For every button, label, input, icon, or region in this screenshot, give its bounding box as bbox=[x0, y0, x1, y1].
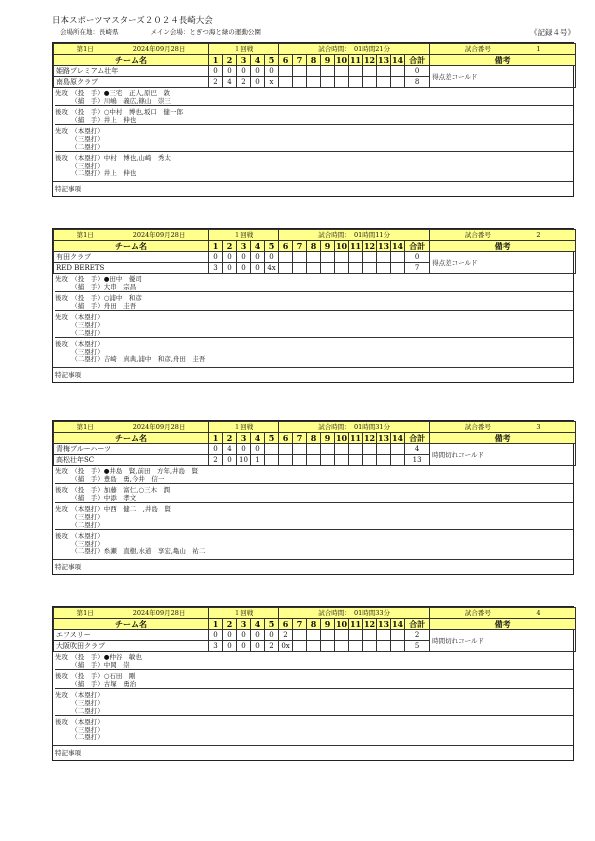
inning-score: 0 bbox=[223, 263, 237, 274]
inning-score: 0 bbox=[237, 630, 251, 641]
inning-header: 3 bbox=[237, 55, 251, 66]
inning-score: 0 bbox=[209, 66, 223, 77]
inning-score bbox=[391, 630, 405, 641]
inning-score: 0 bbox=[237, 444, 251, 455]
inning-score bbox=[321, 444, 335, 455]
player-line: 後攻 （投 手）加藤 富仁,○三木 潤 bbox=[55, 486, 170, 495]
game-number: 4 bbox=[536, 609, 541, 617]
inning-score bbox=[307, 444, 321, 455]
inning-score bbox=[377, 444, 391, 455]
inning-score bbox=[391, 444, 405, 455]
inning-score bbox=[307, 263, 321, 274]
inning-score bbox=[363, 444, 377, 455]
inning-score bbox=[349, 641, 363, 652]
inning-header: 2 bbox=[223, 619, 237, 630]
inning-score bbox=[321, 252, 335, 263]
team-header: チーム名 bbox=[54, 55, 209, 66]
special-notes: 特記事項 bbox=[53, 181, 573, 196]
inning-score: 4 bbox=[223, 77, 237, 88]
inning-score bbox=[377, 641, 391, 652]
scoreboard-table bbox=[53, 421, 576, 466]
player-line: （捕 手）豊島 勇,今井 信一 bbox=[55, 474, 165, 483]
game-block bbox=[52, 606, 574, 761]
inning-score bbox=[307, 77, 321, 88]
inning-score bbox=[293, 641, 307, 652]
game-time: 試合時間： 01時間21分 bbox=[279, 44, 430, 55]
game-remark: 時間切れコールド bbox=[430, 630, 576, 652]
player-line: 後攻 （投 手）○中村 博也,坂口 健一郎 bbox=[55, 108, 183, 117]
inning-header: 12 bbox=[363, 433, 376, 443]
inning-score: 0 bbox=[223, 630, 237, 641]
inning-score bbox=[321, 641, 335, 652]
player-line: （二塁打）吉崎 真典,浦中 和彦,舟田 圭吾 bbox=[55, 355, 206, 364]
game-round: １回戦 bbox=[209, 422, 279, 433]
scoreboard-table bbox=[53, 43, 576, 88]
inning-score bbox=[321, 455, 335, 466]
game-round: １回戦 bbox=[209, 230, 279, 241]
inning-score bbox=[335, 263, 349, 274]
player-line: 後攻 （本塁打）中村 博也,山崎 秀太 bbox=[55, 154, 171, 163]
player-line: （三塁打） bbox=[55, 320, 104, 329]
inning-header: 11 bbox=[349, 433, 362, 443]
inning-score bbox=[279, 263, 293, 274]
team-name: 姫路プレミアム壮年 bbox=[54, 66, 209, 77]
inning-header: 1 bbox=[209, 55, 223, 66]
team-row bbox=[54, 444, 576, 455]
player-line: 先攻 （本塁打） bbox=[55, 313, 104, 322]
game-number: 2 bbox=[536, 231, 541, 239]
inning-header: 10 bbox=[335, 433, 348, 443]
inning-score bbox=[279, 252, 293, 263]
player-line: （三塁打） bbox=[55, 134, 104, 143]
inning-score bbox=[363, 252, 377, 263]
scoreboard-table bbox=[53, 607, 576, 652]
game-round: １回戦 bbox=[209, 608, 279, 619]
player-line: 後攻 （投 手）○石田 剛 bbox=[55, 672, 136, 681]
inning-score bbox=[363, 263, 377, 274]
game-remark: 得点差コールド bbox=[430, 66, 576, 88]
inning-header: 14 bbox=[391, 433, 404, 443]
inning-score: 0x bbox=[279, 641, 293, 652]
inning-header: 9 bbox=[321, 241, 335, 252]
venue-label: メイン会場：とぎつ海と緑の運動公園 bbox=[150, 28, 261, 36]
inning-header: 2 bbox=[223, 433, 237, 444]
player-line: 後攻 （本塁打） bbox=[55, 718, 104, 727]
team-name: 有田クラブ bbox=[54, 252, 209, 263]
inning-score bbox=[307, 630, 321, 641]
inning-header: 14 bbox=[391, 619, 404, 629]
inning-header: 6 bbox=[279, 619, 293, 630]
inning-header: 12 bbox=[363, 55, 376, 65]
team-total: 2 bbox=[405, 630, 430, 641]
game-round: １回戦 bbox=[209, 44, 279, 55]
inning-score bbox=[363, 630, 377, 641]
game-time: 試合時間： 01時間31分 bbox=[279, 422, 430, 433]
inning-header: 5 bbox=[265, 619, 279, 630]
document-title: 日本スポーツマスターズ２０２４長崎大会 bbox=[52, 16, 213, 26]
inning-header: 10 bbox=[335, 241, 348, 251]
inning-score bbox=[349, 263, 363, 274]
inning-score bbox=[349, 630, 363, 641]
inning-header: 5 bbox=[265, 433, 279, 444]
game-number-label: 試合番号 bbox=[464, 231, 491, 239]
game-block bbox=[52, 420, 574, 575]
team-header: チーム名 bbox=[54, 433, 209, 444]
team-total: 8 bbox=[405, 77, 430, 88]
inning-score bbox=[265, 455, 279, 466]
game-day: 第1日 bbox=[76, 423, 94, 431]
inning-score bbox=[293, 455, 307, 466]
inning-header: 7 bbox=[293, 619, 307, 630]
inning-score bbox=[349, 66, 363, 77]
inning-score bbox=[391, 66, 405, 77]
inning-header: 8 bbox=[307, 55, 321, 66]
location-label: 会場所在地：長崎県 bbox=[60, 28, 119, 36]
player-line: （二塁打）井上 伸也 bbox=[55, 169, 137, 178]
team-total: 0 bbox=[405, 66, 430, 77]
game-day: 第1日 bbox=[76, 231, 94, 239]
inning-score bbox=[307, 641, 321, 652]
game-day: 第1日 bbox=[76, 609, 94, 617]
player-line: 先攻 （本塁打） bbox=[55, 127, 104, 136]
game-number: 3 bbox=[536, 423, 541, 431]
game-date: 2024年09月28日 bbox=[132, 423, 186, 431]
inning-score bbox=[335, 66, 349, 77]
inning-score bbox=[321, 77, 335, 88]
inning-score bbox=[279, 444, 293, 455]
inning-header: 4 bbox=[251, 55, 265, 66]
team-name: 南島原クラブ bbox=[54, 77, 209, 88]
team-name: 大阪吹田クラブ bbox=[54, 641, 209, 652]
inning-header: 3 bbox=[237, 433, 251, 444]
inning-score bbox=[377, 630, 391, 641]
inning-score: 0 bbox=[251, 630, 265, 641]
inning-score bbox=[293, 444, 307, 455]
game-block bbox=[52, 228, 574, 383]
inning-score bbox=[335, 641, 349, 652]
inning-score: 0 bbox=[265, 630, 279, 641]
player-records bbox=[53, 88, 573, 181]
inning-score: 0 bbox=[223, 455, 237, 466]
player-line: 先攻 （本塁打）中西 健二 ,井島 賢 bbox=[55, 505, 171, 514]
inning-header: 7 bbox=[293, 433, 307, 444]
team-name: エフスリー bbox=[54, 630, 209, 641]
inning-score bbox=[377, 263, 391, 274]
inning-header: 10 bbox=[335, 55, 348, 65]
inning-score: 0 bbox=[237, 66, 251, 77]
inning-score bbox=[293, 252, 307, 263]
player-line: （二塁打）糸瀬 直樹,水道 享宏,亀山 祐二 bbox=[55, 547, 206, 556]
remarks-header: 備考 bbox=[430, 241, 576, 252]
player-line: 先攻 （本塁打） bbox=[55, 691, 104, 700]
inning-score bbox=[363, 77, 377, 88]
inning-score bbox=[391, 77, 405, 88]
inning-header: 8 bbox=[307, 619, 321, 630]
player-records bbox=[53, 274, 573, 367]
inning-score bbox=[335, 630, 349, 641]
game-remark: 時間切れコールド bbox=[430, 444, 576, 466]
inning-score: x bbox=[265, 77, 279, 88]
game-time: 試合時間： 01時間33分 bbox=[279, 608, 430, 619]
inning-score: 0 bbox=[251, 444, 265, 455]
inning-score: 2 bbox=[279, 630, 293, 641]
inning-header: 6 bbox=[279, 241, 293, 252]
team-total: 0 bbox=[405, 252, 430, 263]
inning-score: 0 bbox=[209, 444, 223, 455]
team-name: RED BERETS bbox=[54, 263, 209, 274]
inning-score: 0 bbox=[265, 66, 279, 77]
inning-score bbox=[349, 77, 363, 88]
player-line: （三塁打） bbox=[55, 347, 104, 356]
player-line: 先攻 （投 手）●三宅 正人,原巴 敦 bbox=[55, 89, 170, 97]
inning-score: 2 bbox=[265, 641, 279, 652]
inning-score: 0 bbox=[265, 252, 279, 263]
inning-score: 0 bbox=[251, 66, 265, 77]
game-block bbox=[52, 42, 574, 197]
inning-score bbox=[307, 252, 321, 263]
player-line: （二塁打） bbox=[55, 733, 104, 742]
team-row bbox=[54, 630, 576, 641]
player-line: （捕 手）中岡 崇 bbox=[55, 660, 130, 669]
inning-header: 13 bbox=[377, 55, 390, 65]
inning-score bbox=[363, 455, 377, 466]
inning-score bbox=[377, 66, 391, 77]
inning-score bbox=[279, 455, 293, 466]
inning-score: 0 bbox=[209, 252, 223, 263]
team-total: 7 bbox=[405, 263, 430, 274]
total-header: 合計 bbox=[405, 241, 430, 252]
player-line: （二塁打） bbox=[55, 328, 104, 337]
inning-score: 3 bbox=[209, 641, 223, 652]
inning-score: 2 bbox=[237, 77, 251, 88]
inning-score: 1 bbox=[251, 455, 265, 466]
inning-header: 6 bbox=[279, 55, 293, 66]
inning-score bbox=[391, 641, 405, 652]
inning-score bbox=[377, 77, 391, 88]
player-line: 先攻 （投 手）●田中 優司 bbox=[55, 275, 142, 283]
inning-header: 5 bbox=[265, 55, 279, 66]
game-number: 1 bbox=[536, 45, 541, 53]
team-header: チーム名 bbox=[54, 619, 209, 630]
player-line: 後攻 （投 手）○浦中 和彦 bbox=[55, 294, 142, 303]
remarks-header: 備考 bbox=[430, 433, 576, 444]
inning-header: 6 bbox=[279, 433, 293, 444]
inning-score: 0 bbox=[223, 252, 237, 263]
inning-score: 0 bbox=[237, 263, 251, 274]
inning-header: 3 bbox=[237, 241, 251, 252]
player-line: （捕 手）大串 宗昌 bbox=[55, 282, 137, 291]
player-line: （二塁打） bbox=[55, 142, 104, 151]
team-total: 13 bbox=[405, 455, 430, 466]
inning-score bbox=[307, 455, 321, 466]
inning-header: 14 bbox=[391, 241, 404, 251]
player-records bbox=[53, 652, 573, 745]
inning-score bbox=[335, 252, 349, 263]
game-date: 2024年09月28日 bbox=[132, 45, 186, 53]
inning-score bbox=[391, 263, 405, 274]
inning-score: 0 bbox=[237, 641, 251, 652]
inning-score bbox=[265, 444, 279, 455]
inning-score: 0 bbox=[251, 641, 265, 652]
special-notes: 特記事項 bbox=[53, 367, 573, 382]
team-name: 高松壮年SC bbox=[54, 455, 209, 466]
total-header: 合計 bbox=[405, 433, 430, 444]
team-row bbox=[54, 66, 576, 77]
inning-score: 0 bbox=[237, 252, 251, 263]
remarks-header: 備考 bbox=[430, 619, 576, 630]
inning-header: 8 bbox=[307, 433, 321, 444]
game-day: 第1日 bbox=[76, 45, 94, 53]
inning-score bbox=[349, 455, 363, 466]
inning-score bbox=[307, 66, 321, 77]
inning-score bbox=[279, 66, 293, 77]
game-time: 試合時間： 01時間11分 bbox=[279, 230, 430, 241]
inning-score bbox=[349, 444, 363, 455]
inning-header: 7 bbox=[293, 241, 307, 252]
inning-header: 9 bbox=[321, 619, 335, 630]
remarks-header: 備考 bbox=[430, 55, 576, 66]
inning-score bbox=[279, 77, 293, 88]
inning-header: 5 bbox=[265, 241, 279, 252]
inning-score bbox=[335, 77, 349, 88]
inning-header: 8 bbox=[307, 241, 321, 252]
inning-header: 11 bbox=[349, 241, 362, 251]
inning-header: 9 bbox=[321, 55, 335, 66]
inning-score: 0 bbox=[223, 66, 237, 77]
game-number-label: 試合番号 bbox=[464, 423, 491, 431]
scoreboard-table bbox=[53, 229, 576, 274]
inning-header: 10 bbox=[335, 619, 348, 629]
special-notes: 特記事項 bbox=[53, 559, 573, 574]
player-line: （三塁打） bbox=[55, 725, 104, 734]
inning-header: 2 bbox=[223, 55, 237, 66]
player-records bbox=[53, 466, 573, 559]
inning-score: 2 bbox=[209, 455, 223, 466]
inning-header: 1 bbox=[209, 433, 223, 444]
total-header: 合計 bbox=[405, 619, 430, 630]
game-date: 2024年09月28日 bbox=[132, 231, 186, 239]
team-total: 5 bbox=[405, 641, 430, 652]
inning-header: 4 bbox=[251, 241, 265, 252]
inning-score bbox=[391, 455, 405, 466]
inning-score: 0 bbox=[251, 263, 265, 274]
inning-score bbox=[335, 444, 349, 455]
team-header: チーム名 bbox=[54, 241, 209, 252]
inning-header: 11 bbox=[349, 55, 362, 65]
player-line: （捕 手）舟田 圭吾 bbox=[55, 301, 137, 310]
inning-score bbox=[321, 263, 335, 274]
inning-score bbox=[349, 252, 363, 263]
inning-header: 4 bbox=[251, 619, 265, 630]
document-subtitle bbox=[60, 27, 261, 36]
record-number: 《記録４号》 bbox=[530, 28, 575, 37]
inning-score bbox=[293, 77, 307, 88]
inning-score bbox=[321, 630, 335, 641]
inning-score bbox=[335, 455, 349, 466]
inning-header: 3 bbox=[237, 619, 251, 630]
team-name: 青梅ブルーハーツ bbox=[54, 444, 209, 455]
player-line: 先攻 （投 手）●仲谷 敏也 bbox=[55, 653, 142, 661]
inning-score: 0 bbox=[209, 630, 223, 641]
game-number-label: 試合番号 bbox=[464, 45, 491, 53]
inning-score: 0 bbox=[223, 641, 237, 652]
player-line: （捕 手）川嶋 義広,篠山 崇三 bbox=[55, 96, 171, 105]
team-total: 4 bbox=[405, 444, 430, 455]
inning-score bbox=[293, 263, 307, 274]
player-line: 後攻 （本塁打） bbox=[55, 340, 104, 349]
player-line: 先攻 （投 手）●井島 賢,前田 方年,井島 賢 bbox=[55, 467, 199, 475]
player-line: （三塁打） bbox=[55, 539, 104, 548]
inning-score bbox=[293, 630, 307, 641]
player-line: （捕 手）古塚 勇治 bbox=[55, 679, 137, 688]
inning-header: 9 bbox=[321, 433, 335, 444]
inning-score bbox=[321, 66, 335, 77]
inning-score bbox=[293, 66, 307, 77]
game-number-label: 試合番号 bbox=[464, 609, 491, 617]
inning-header: 2 bbox=[223, 241, 237, 252]
game-remark: 得点差コールド bbox=[430, 252, 576, 274]
inning-score: 10 bbox=[237, 455, 251, 466]
inning-header: 7 bbox=[293, 55, 307, 66]
player-line: （捕 手）井上 伸也 bbox=[55, 115, 137, 124]
player-line: （二塁打） bbox=[55, 520, 104, 529]
special-notes: 特記事項 bbox=[53, 745, 573, 760]
inning-header: 1 bbox=[209, 241, 223, 252]
inning-header: 4 bbox=[251, 433, 265, 444]
total-header: 合計 bbox=[405, 55, 430, 66]
inning-score bbox=[363, 66, 377, 77]
inning-score: 4 bbox=[223, 444, 237, 455]
inning-score: 3 bbox=[209, 263, 223, 274]
inning-header: 13 bbox=[377, 241, 390, 251]
inning-score bbox=[363, 641, 377, 652]
player-line: （三塁打） bbox=[55, 698, 104, 707]
inning-score: 0 bbox=[251, 252, 265, 263]
inning-score: 2 bbox=[209, 77, 223, 88]
inning-score bbox=[391, 252, 405, 263]
inning-header: 13 bbox=[377, 619, 390, 629]
inning-score bbox=[377, 455, 391, 466]
inning-header: 1 bbox=[209, 619, 223, 630]
player-line: （三塁打） bbox=[55, 161, 104, 170]
player-line: （二塁打） bbox=[55, 706, 104, 715]
inning-header: 13 bbox=[377, 433, 390, 443]
player-line: （三塁打） bbox=[55, 512, 104, 521]
inning-header: 11 bbox=[349, 619, 362, 629]
inning-score: 0 bbox=[251, 77, 265, 88]
inning-header: 14 bbox=[391, 55, 404, 65]
team-row bbox=[54, 252, 576, 263]
game-date: 2024年09月28日 bbox=[132, 609, 186, 617]
inning-header: 12 bbox=[363, 619, 376, 629]
player-line: （捕 手）中添 孝文 bbox=[55, 493, 137, 502]
inning-score: 4x bbox=[265, 263, 279, 274]
inning-header: 12 bbox=[363, 241, 376, 251]
inning-score bbox=[377, 252, 391, 263]
player-line: 後攻 （本塁打） bbox=[55, 532, 104, 541]
